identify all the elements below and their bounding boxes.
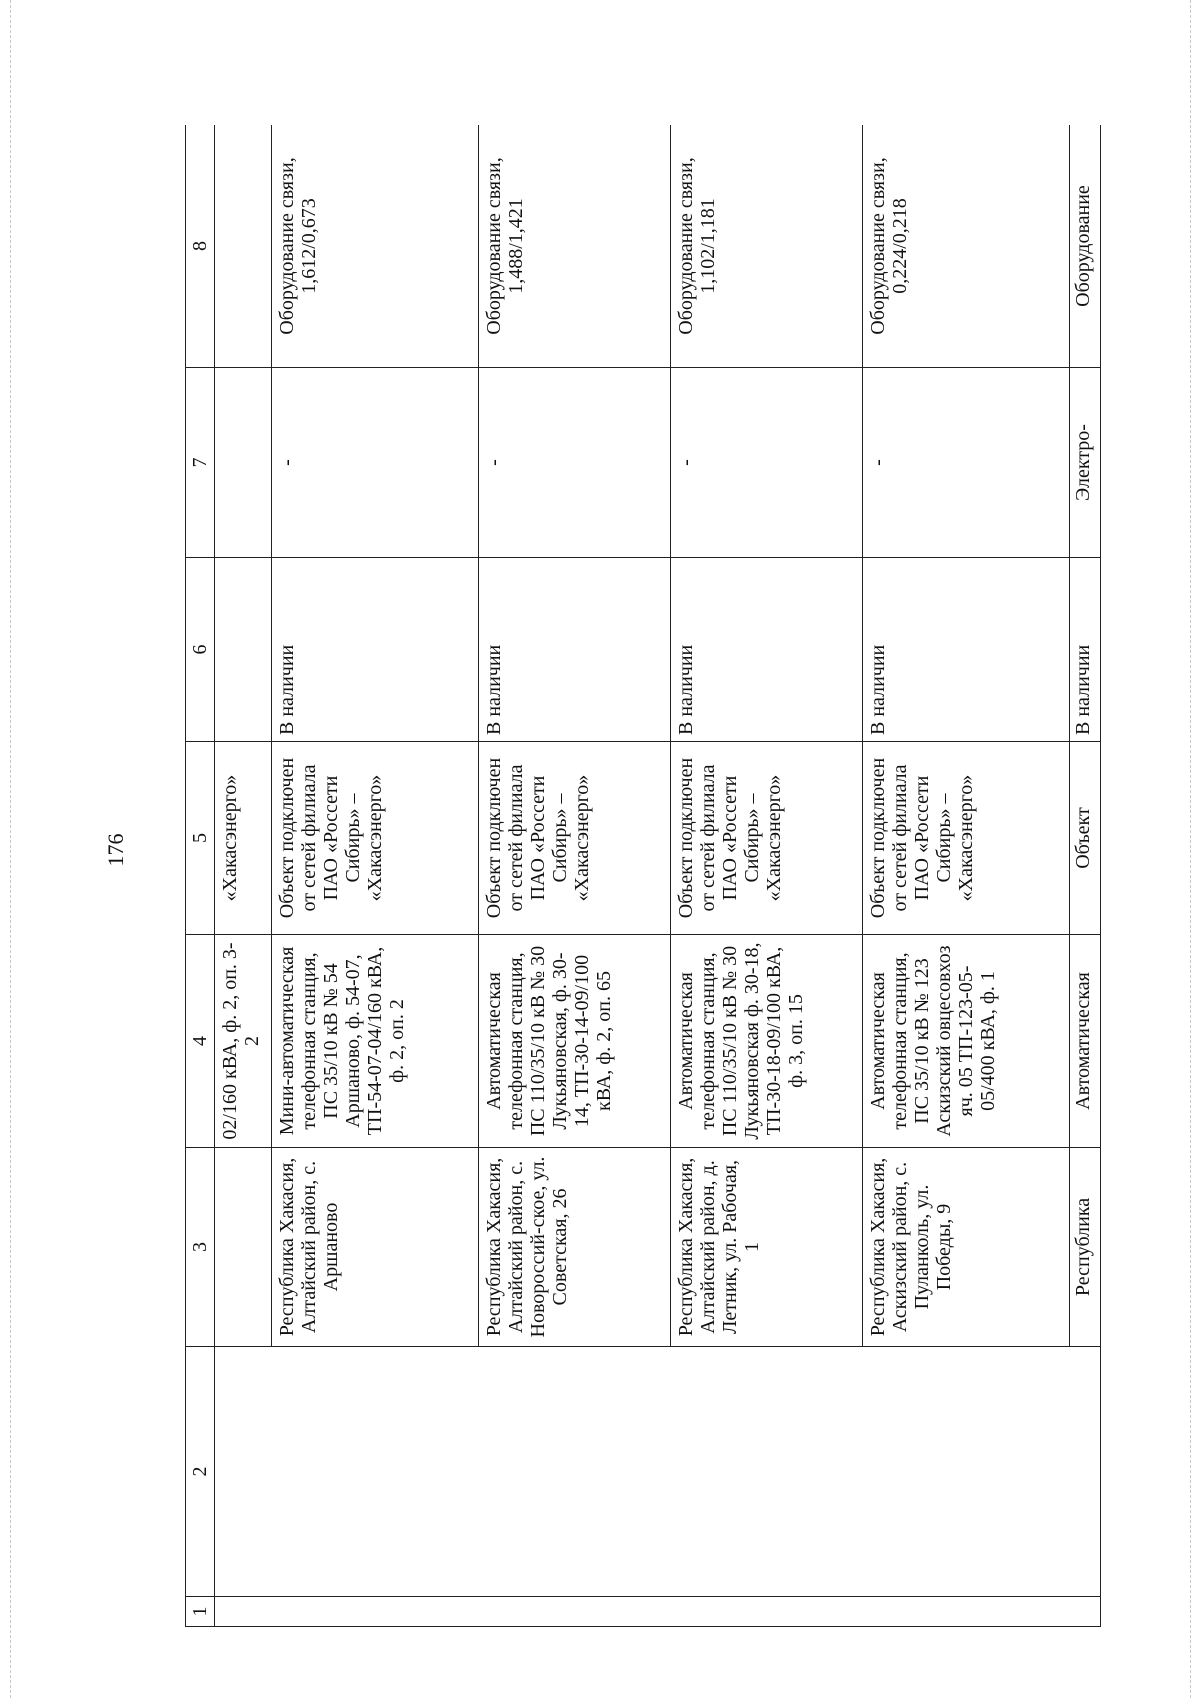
scan-artifact-right	[1190, 0, 1191, 1698]
table-cell: Оборудование связи, 0,224/0,218	[863, 125, 1070, 368]
table-cell	[215, 368, 272, 558]
table-cell: Оборудование	[1070, 125, 1101, 368]
table-cell: Республика Хакасия, Алтайский район, д. Летник, ул. Рабочая, 1	[671, 1148, 863, 1347]
table-cell: -	[479, 368, 671, 558]
table-cell	[215, 125, 272, 368]
table-cell: В наличии	[671, 558, 863, 742]
scan-artifact-left	[10, 0, 11, 1698]
header-col-1: 1	[186, 1597, 215, 1627]
header-col-5: 5	[186, 742, 215, 935]
header-col-2: 2	[186, 1347, 215, 1597]
table-cell: -	[272, 368, 479, 558]
table-cell: Объект подключен от сетей филиала ПАО «Россети Сибирь» – «Хакасэнерго»	[863, 742, 1070, 935]
table-cell: Оборудование связи, 1,102/1,181	[671, 125, 863, 368]
table-cell: -	[671, 368, 863, 558]
table-cell	[215, 1347, 1101, 1597]
table-cell: Оборудование связи, 1,612/0,673	[272, 125, 479, 368]
table-cell: «Хакасэнерго»	[215, 742, 272, 935]
data-table	[185, 125, 1101, 1627]
table-cell: Автоматическая телефонная станция, ПС 110/35/10 кВ № 30 Лукьяновская ф. 30-18, ТП-30-18-09/100 кВА, ф. 3, оп. 15	[671, 935, 863, 1148]
table-cell: Республика	[1070, 1148, 1101, 1347]
rotated-table	[185, 125, 1115, 1627]
table-cell: Объект подключен от сетей филиала ПАО «Россети Сибирь» – «Хакасэнерго»	[671, 742, 863, 935]
header-col-4: 4	[186, 935, 215, 1148]
table-cell: В наличии	[863, 558, 1070, 742]
header-col-3: 3	[186, 1148, 215, 1347]
table-cell: Республика Хакасия, Алтайский район, с. Аршаново	[272, 1148, 479, 1347]
table-cell: -	[863, 368, 1070, 558]
table-cell: В наличии	[479, 558, 671, 742]
header-col-8: 8	[186, 125, 215, 368]
header-col-6: 6	[186, 558, 215, 742]
table-cell: Объект подключен от сетей филиала ПАО «Россети Сибирь» – «Хакасэнерго»	[272, 742, 479, 935]
table-container	[185, 125, 1115, 1627]
table-cell: Республика Хакасия, Алтайский район, с. Новороссий-ское, ул. Советская, 26	[479, 1148, 671, 1347]
table-cell: Оборудование связи, 1,488/1,421	[479, 125, 671, 368]
table-cell	[215, 1148, 272, 1347]
table-cell: Мини-автоматическая телефонная станция, ПС 35/10 кВ № 54 Аршаново, ф. 54-07, ТП-54-07-04/160 кВА, ф. 2, оп. 2	[272, 935, 479, 1148]
table-cell	[215, 1597, 1101, 1627]
table-cell: Объект	[1070, 742, 1101, 935]
table-cell: Автоматическая телефонная станция, ПС 35/10 кВ № 123 Аскизский овцесовхоз яч. 05 ТП-123-05-05/400 кВА, ф. 1	[863, 935, 1070, 1148]
table-cell	[215, 558, 272, 742]
table-cell: Автоматическая телефонная станция, ПС 110/35/10 кВ № 30 Лукьяновская, ф. 30-14, ТП-30-14-09/100 кВА, ф. 2, оп. 65	[479, 935, 671, 1148]
header-row	[186, 125, 215, 1627]
table-cell: Автоматическая	[1070, 935, 1101, 1148]
continued-row	[215, 125, 272, 1627]
table-cell: Электро-	[1070, 368, 1101, 558]
table-cell: Республика Хакасия, Аскизский район, с. Пуланколь, ул. Победы, 9	[863, 1148, 1070, 1347]
table-cell: 02/160 кВА, ф. 2, оп. 3-2	[215, 935, 272, 1148]
table-cell: В наличии	[1070, 558, 1101, 742]
header-col-7: 7	[186, 368, 215, 558]
table-cell: В наличии	[272, 558, 479, 742]
table-cell: Объект подключен от сетей филиала ПАО «Россети Сибирь» – «Хакасэнерго»	[479, 742, 671, 935]
page-number: 176	[103, 833, 128, 867]
